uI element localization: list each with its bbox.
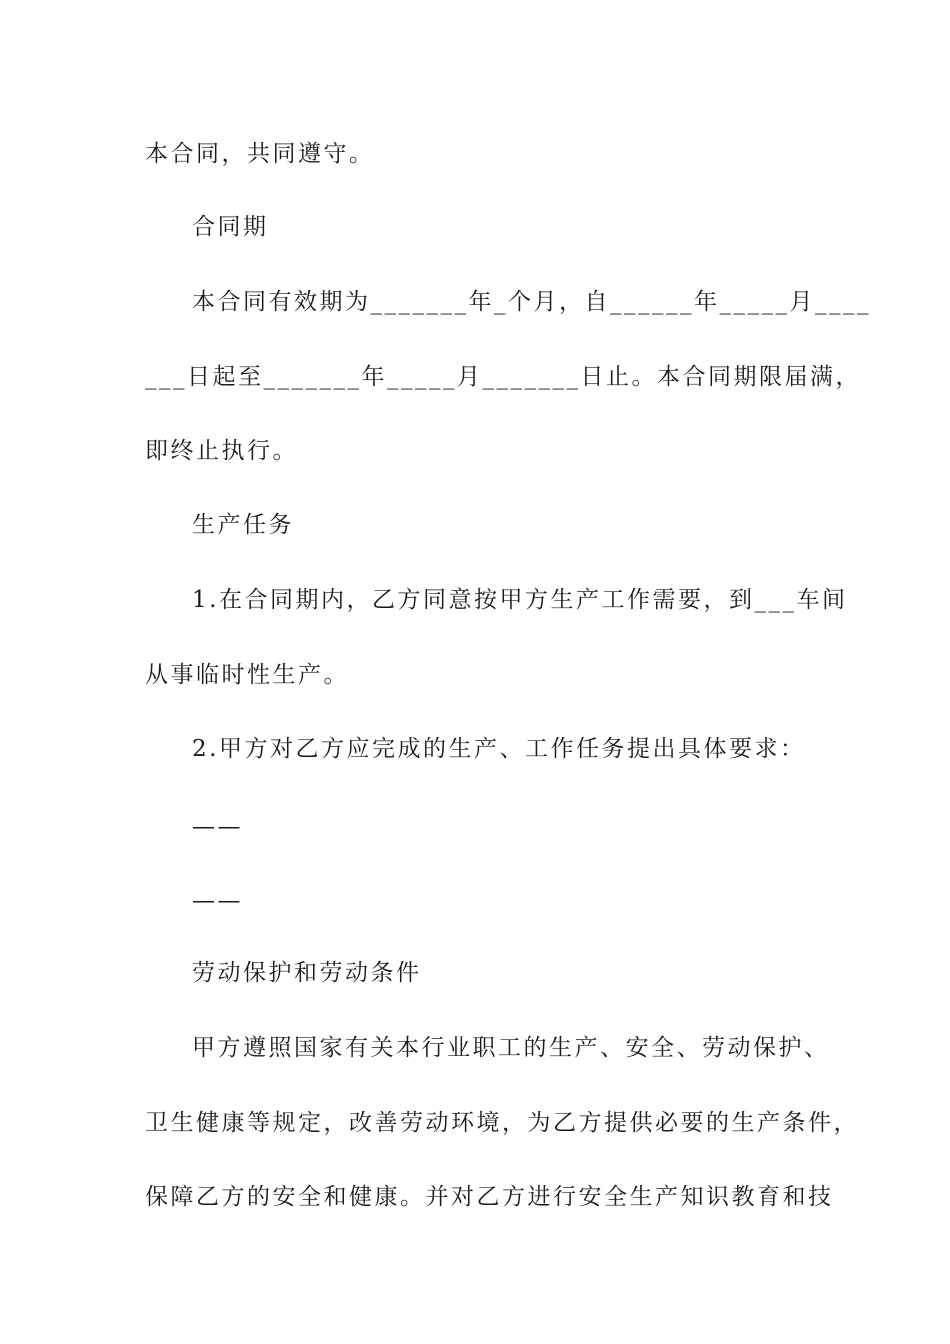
- paragraph-line: 甲方遵照国家有关本行业职工的生产、安全、劳动保护、: [192, 1035, 830, 1061]
- paragraph-line: 即终止执行。: [145, 438, 298, 464]
- section-heading-labor-protection: 劳动保护和劳动条件: [192, 960, 422, 986]
- paragraph-line: 保障乙方的安全和健康。并对乙方进行安全生产知识教育和技: [145, 1184, 834, 1210]
- paragraph-line: 本合同有效期为_______年_个月，自______年_____月____: [192, 289, 871, 315]
- paragraph-line: 本合同，共同遵守。: [145, 141, 375, 167]
- section-heading-production-tasks: 生产任务: [192, 512, 294, 538]
- paragraph-line: 卫生健康等规定，改善劳动环境，为乙方提供必要的生产条件，: [145, 1110, 859, 1136]
- section-heading-contract-period: 合同期: [192, 214, 269, 240]
- blank-dash-line: ——: [192, 888, 243, 914]
- blank-dash-line: ——: [192, 814, 243, 840]
- paragraph-line: ___日起至_______年_____月_______日止。本合同期限届满，: [145, 364, 861, 390]
- paragraph-line: 1.在合同期内，乙方同意按甲方生产工作需要，到___车间: [192, 587, 848, 613]
- paragraph-line: 从事临时性生产。: [145, 662, 349, 688]
- paragraph-line: 2.甲方对乙方应完成的生产、工作任务提出具体要求：: [192, 736, 806, 762]
